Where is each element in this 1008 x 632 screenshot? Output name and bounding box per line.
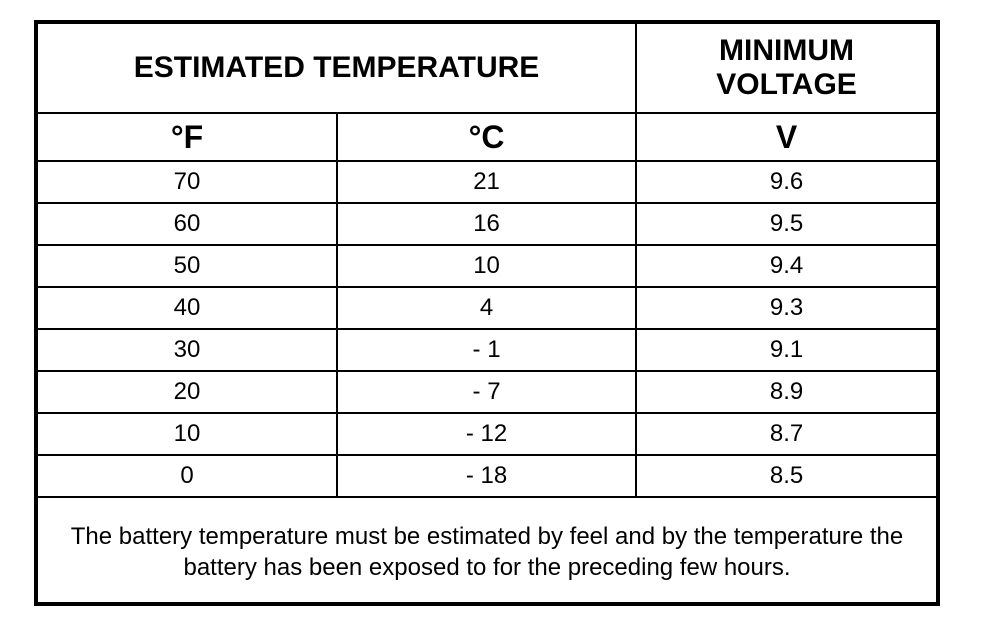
fahrenheit-cell: 60 (38, 203, 337, 245)
voltage-cell: 9.5 (636, 203, 936, 245)
celsius-cell: - 7 (337, 371, 636, 413)
fahrenheit-cell: 20 (38, 371, 337, 413)
battery-voltage-table-frame (34, 20, 940, 606)
table-row (38, 203, 936, 245)
table-row (38, 245, 936, 287)
voltage-cell: 9.3 (636, 287, 936, 329)
table-row (38, 455, 936, 497)
celsius-cell: 21 (337, 161, 636, 203)
table-row (38, 413, 936, 455)
celsius-cell: - 1 (337, 329, 636, 371)
fahrenheit-cell: 40 (38, 287, 337, 329)
table-row (38, 161, 936, 203)
voltage-cell: 9.6 (636, 161, 936, 203)
header-row-groups (38, 24, 936, 113)
voltage-cell: 8.7 (636, 413, 936, 455)
battery-voltage-table (38, 24, 936, 606)
temperature-estimation-note: The battery temperature must be estimated by feel and by the temperature the battery has been exposed to for the preceding few hours. (38, 497, 936, 606)
celsius-cell: 16 (337, 203, 636, 245)
fahrenheit-cell: 50 (38, 245, 337, 287)
celsius-unit-header: °C (337, 113, 636, 161)
voltage-cell: 8.5 (636, 455, 936, 497)
fahrenheit-unit-header: °F (38, 113, 337, 161)
fahrenheit-cell: 30 (38, 329, 337, 371)
estimated-temperature-header: ESTIMATED TEMPERATURE (38, 24, 636, 113)
fahrenheit-cell: 0 (38, 455, 337, 497)
fahrenheit-cell: 70 (38, 161, 337, 203)
minimum-voltage-header: MINIMUM VOLTAGE (636, 24, 936, 113)
celsius-cell: - 18 (337, 455, 636, 497)
celsius-cell: 4 (337, 287, 636, 329)
voltage-cell: 8.9 (636, 371, 936, 413)
voltage-cell: 9.1 (636, 329, 936, 371)
note-row (38, 497, 936, 606)
header-row-units (38, 113, 936, 161)
celsius-cell: 10 (337, 245, 636, 287)
table-row (38, 371, 936, 413)
table-row (38, 287, 936, 329)
volts-unit-header: V (636, 113, 936, 161)
voltage-cell: 9.4 (636, 245, 936, 287)
celsius-cell: - 12 (337, 413, 636, 455)
fahrenheit-cell: 10 (38, 413, 337, 455)
table-row (38, 329, 936, 371)
